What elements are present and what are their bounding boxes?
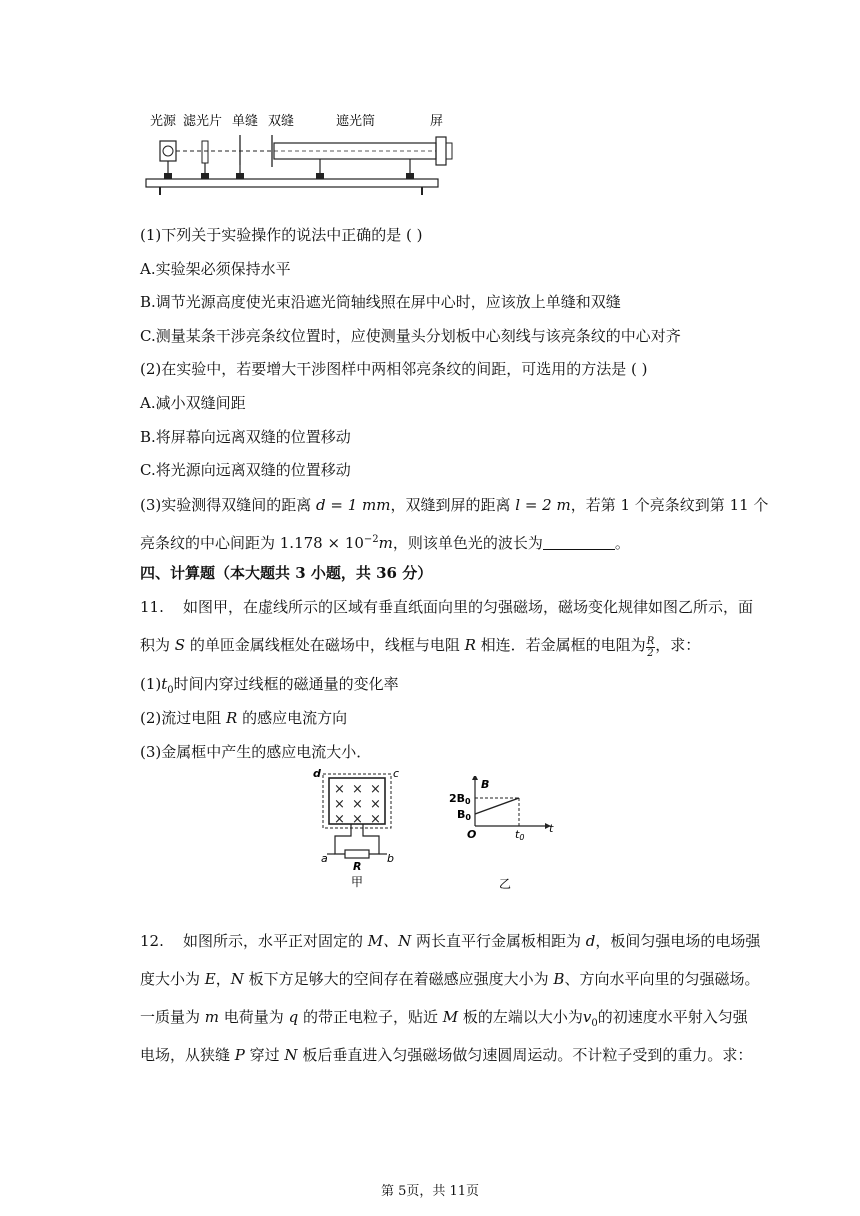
exponent: −2 [363,534,379,545]
q10-part1-option-a: A.实验架必须保持水平 [140,260,291,278]
figure-jia [305,766,415,891]
subscript: 0 [167,685,174,696]
svg-text:×: × [352,797,363,812]
math-m: m [204,1008,220,1026]
q10-part1-option-c: C.测量某条干涉亮条纹位置时，应使测量头分划板中心刻线与该亮条纹的中心对齐 [140,327,681,345]
text-run: 板后垂直进入匀强磁场做匀速圆周运动。不计粒子受到的重力。求： [297,1046,753,1064]
axis-b-label: B [481,778,490,791]
math-b: B [553,970,565,988]
fraction [646,636,656,659]
text-run: ，双缝到屏的距离 [390,496,516,514]
label-single-slit: 单缝 [232,114,259,129]
text-run: (3)实验测得双缝间的距离 [140,496,317,514]
text-run: (2)流过电阻 [140,709,227,727]
text-run: 、方向水平向里的匀强磁场。 [564,970,760,988]
text-run: ，若第 1 个亮条纹到第 11 个 [570,496,769,514]
math-p: P [234,1046,245,1064]
q11-line2 [140,635,750,659]
section-title: 四、计算题（本大题共 3 小题，共 36 分） [140,564,433,582]
svg-text:×: × [352,782,363,797]
q10-part2: (2)在实验中，若要增大干涉图样中两相邻亮条纹的间距，可选用的方法是 ( ) [140,360,648,378]
text-run: 如图所示，水平正对固定的 [182,932,368,950]
text-run: 电荷量为 [219,1008,289,1026]
label-filter: 滤光片 [183,114,223,129]
q12-line4 [140,1045,753,1065]
fraction-denominator: 2 [647,648,654,659]
text-run: 度大小为 [140,970,205,988]
label-tube: 遮光筒 [336,114,376,129]
math-q: q [288,1008,299,1026]
caption-jia: 甲 [351,875,364,889]
caption-yi: 乙 [499,877,512,891]
svg-text:×: × [370,812,381,827]
math-l: l = 2 m [515,496,571,514]
axis-t-label: t [549,822,554,835]
text-run: ，板间匀强电场的电场强 [595,932,761,950]
math-mn: M、N [367,932,412,950]
math-e: E [204,970,216,988]
page-footer: 第 5页，共 11页 [380,1184,480,1199]
svg-text:×: × [370,782,381,797]
text-run: 电场，从狭缝 [140,1046,235,1064]
svg-text:×: × [334,782,345,797]
text-run: 板的左端以大小为 [458,1008,583,1026]
tick-b0: B0 [457,808,471,822]
text-run: 的带正电粒子，贴近 [298,1008,443,1026]
q10-part1: (1)下列关于实验操作的说法中正确的是 ( ) [140,226,423,244]
math-s: S [174,636,186,654]
math-r: R [464,636,476,654]
math-n: N [284,1046,298,1064]
text-run: 穿过 [244,1046,285,1064]
corner-d: d [313,767,321,780]
label-double-slit: 双缝 [268,114,295,129]
text-run: 如图甲，在虚线所示的区域有垂直纸面向里的匀强磁场，磁场变化规律如图乙所示，面 [182,598,753,616]
q12-line2 [140,969,760,989]
q11-sub1 [140,674,750,701]
math-r: R [226,709,238,727]
math-n: N [230,970,244,988]
answer-blank [543,535,615,550]
text-run: ， [215,970,231,988]
svg-text:×: × [334,812,345,827]
label-b: b [387,852,394,865]
double-slit-apparatus-diagram [140,105,470,200]
origin-label: O [467,828,477,841]
math-m-plate: M [442,1008,459,1026]
text-run: 时间内穿过线框的磁通量的变化率 [173,675,399,693]
q10-part3-line1 [140,495,769,515]
math-d: d [585,932,596,950]
q11-sub2 [140,708,750,728]
text-run: 积为 [140,636,175,654]
text-run: ，则该单色光的波长为 [392,534,543,552]
fraction-numerator: R [646,636,655,647]
text-run: 一质量为 [140,1008,205,1026]
text-run: 板下方足够大的空间存在着磁感应强度大小为 [243,970,554,988]
label-light-source: 光源 [150,114,177,129]
q10-part2-option-b: B.将屏幕向远离双缝的位置移动 [140,428,351,446]
q10-part2-option-c: C.将光源向远离双缝的位置移动 [140,461,351,479]
q10-part1-option-b: B.调节光源高度使光束沿遮光筒轴线照在屏中心时，应该放上单缝和双缝 [140,293,621,311]
math-d: d = 1 mm [316,496,391,514]
text-run: 的单匝金属线框处在磁场中，线框与电阻 [185,636,465,654]
q10-part3-line2 [140,530,750,553]
math-m: m [378,534,393,552]
label-a: a [321,852,328,865]
text-run: ，求： [655,636,701,654]
figure-yi [445,776,560,891]
svg-text:×: × [370,797,381,812]
math-v: v [582,1008,592,1026]
question-number: 11. [140,598,164,616]
text-run: 。 [614,534,630,552]
svg-text:×: × [352,812,363,827]
tick-2b0: 2B0 [449,792,471,806]
subscript: 0 [591,1018,598,1029]
math-t: t [161,675,168,693]
q11-sub3: (3)金属框中产生的感应电流大小． [140,743,372,761]
label-screen: 屏 [430,114,444,129]
q12-line3 [140,1007,750,1034]
tick-t0: t0 [515,828,525,842]
q10-part2-option-a: A.减小双缝间距 [140,394,246,412]
text-run: 亮条纹的中心间距为 1.178 × 10 [140,534,364,552]
q11-line1 [140,597,753,617]
label-r: R [353,860,362,873]
text-run: (1) [140,675,162,693]
text-run: 相连．若金属框的电阻为 [475,636,646,654]
text-run: 的感应电流方向 [237,709,348,727]
corner-c: c [393,767,400,780]
text-run: 两长直平行金属板相距为 [411,932,586,950]
q12-line1 [140,931,761,951]
question-number: 12. [140,932,164,950]
text-run: 的初速度水平射入匀强 [597,1008,748,1026]
svg-text:×: × [334,797,345,812]
